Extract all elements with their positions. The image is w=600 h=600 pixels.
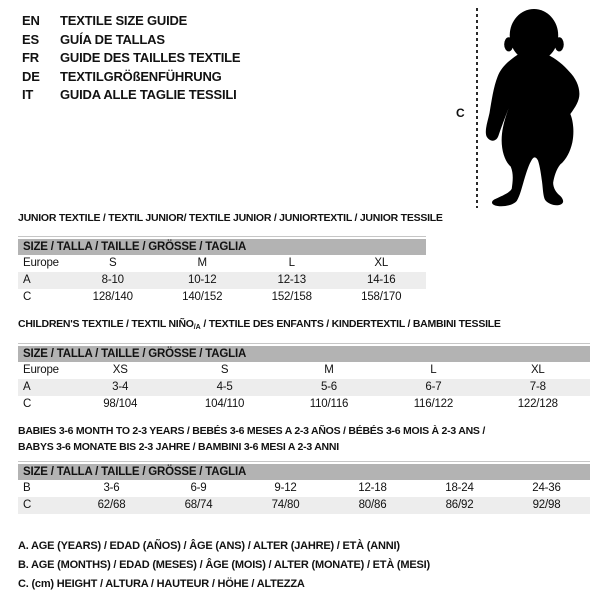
cell: 104/110 <box>204 398 245 410</box>
cell: 10-12 <box>188 274 217 286</box>
cell: 152/158 <box>271 291 312 303</box>
cell: 12-18 <box>358 482 387 494</box>
size-header-bar: SIZE / TALLA / TAILLE / GRÖSSE / TAGLIA <box>18 239 426 255</box>
row-label: B <box>23 482 31 494</box>
language-header <box>22 12 240 105</box>
lang-text: GUÍA DE TALLAS <box>60 31 165 47</box>
cell: 7-8 <box>529 381 546 393</box>
lang-text: GUIDA ALLE TAGLIE TESSILI <box>60 87 237 102</box>
legend-footnotes <box>18 537 430 594</box>
cell: 122/128 <box>517 398 558 410</box>
junior-table-title: JUNIOR TEXTILE / TEXTIL JUNIOR/ TEXTILE JUNIOR / JUNIORTEXTIL / JUNIOR TESSILE <box>18 212 443 224</box>
cell: 62/68 <box>97 499 126 511</box>
lang-text: GUIDE DES TAILLES TEXTILE <box>60 50 241 65</box>
cell: 86/92 <box>445 499 474 511</box>
cell: 128/140 <box>92 291 133 303</box>
cell: L <box>288 257 295 269</box>
footnote-c: C. (cm) HEIGHT / ALTURA / HAUTEUR / HÖHE / ALTEZZA <box>18 578 305 590</box>
junior-size-table <box>18 236 426 306</box>
cell: 14-16 <box>367 274 396 286</box>
cell: 3-4 <box>112 381 129 393</box>
size-header-bar: SIZE / TALLA / TAILLE / GRÖSSE / TAGLIA <box>18 346 590 362</box>
babies-table-title-line2: BABYS 3-6 MONATE BIS 2-3 JAHRE / BAMBINI 3-6 MESI A 2-3 ANNI <box>18 441 339 453</box>
lang-code: FR <box>22 50 39 65</box>
lang-row-de <box>22 68 240 87</box>
row-label: Europe <box>23 364 59 376</box>
title-subscript: /A <box>193 324 201 331</box>
children-size-table <box>18 343 590 413</box>
footnote-a: A. AGE (YEARS) / EDAD (AÑOS) / ÂGE (ANS) / ALTER (JAHRE) / ETÀ (ANNI) <box>18 540 400 552</box>
lang-row-it <box>22 86 240 105</box>
row-label: C <box>23 291 32 303</box>
footnote-b: B. AGE (MONTHS) / EDAD (MESES) / ÂGE (MOIS) / ALTER (MONATE) / ETÀ (MESI) <box>18 559 430 571</box>
lang-code: ES <box>22 31 39 47</box>
row-label: A <box>23 274 31 286</box>
lang-row-fr <box>22 49 240 68</box>
lang-row-en <box>22 12 240 31</box>
cell: XL <box>530 364 545 376</box>
table-top-rule <box>18 343 590 344</box>
table-row <box>18 289 426 306</box>
lang-code: EN <box>22 13 40 28</box>
cell: 3-6 <box>103 482 120 494</box>
title-part: CHILDREN'S TEXTILE / TEXTIL NIÑO <box>18 318 194 330</box>
cell: L <box>430 364 437 376</box>
cell: 24-36 <box>532 482 561 494</box>
cell: 6-7 <box>425 381 442 393</box>
lang-text: TEXTILE SIZE GUIDE <box>60 13 188 28</box>
cell: 98/104 <box>103 398 138 410</box>
cell: XL <box>374 257 389 269</box>
cell: 80/86 <box>358 499 387 511</box>
dotted-measure-line <box>476 8 478 208</box>
row-label: Europe <box>23 257 59 269</box>
table-top-rule <box>18 236 426 237</box>
cell: 18-24 <box>445 482 474 494</box>
cell: 6-9 <box>190 482 207 494</box>
cell: 8-10 <box>101 274 124 286</box>
cell: 140/152 <box>182 291 223 303</box>
lang-code: DE <box>22 68 40 84</box>
row-label: A <box>23 381 31 393</box>
size-header-bar: SIZE / TALLA / TAILLE / GRÖSSE / TAGLIA <box>18 464 590 480</box>
table-row <box>18 362 590 379</box>
title-part: / TEXTILE DES ENFANTS / KINDERTEXTIL / BAMBINI TESSILE <box>200 318 501 330</box>
cell: 110/116 <box>309 398 349 410</box>
cell: 4-5 <box>216 381 233 393</box>
table-row <box>18 396 590 413</box>
cell: M <box>324 364 334 376</box>
cell: 92/98 <box>532 499 561 511</box>
table-row <box>18 497 590 514</box>
cell: M <box>197 257 207 269</box>
height-measure-figure <box>450 4 600 214</box>
cell: 9-12 <box>274 482 297 494</box>
children-table-title <box>18 317 501 333</box>
cell: 68/74 <box>184 499 213 511</box>
cell: S <box>220 364 229 376</box>
table-row <box>18 255 426 272</box>
cell: 74/80 <box>271 499 300 511</box>
cell: 116/122 <box>413 398 454 410</box>
table-row <box>18 480 590 497</box>
babies-table-title-line1: BABIES 3-6 MONTH TO 2-3 YEARS / BEBÉS 3-6 MESES A 2-3 AÑOS / BÉBÉS 3-6 MOIS À 2-3 ANS / <box>18 425 486 437</box>
row-label: C <box>23 499 32 511</box>
cell: S <box>109 257 117 269</box>
lang-text: TEXTILGRÖßENFÜHRUNG <box>60 68 222 84</box>
measure-label-c: C <box>456 106 465 120</box>
table-row <box>18 272 426 289</box>
row-label: C <box>23 398 32 410</box>
lang-code: IT <box>22 87 34 102</box>
cell: 5-6 <box>320 381 337 393</box>
cell: XS <box>112 364 128 376</box>
cell: 158/170 <box>361 291 402 303</box>
table-row <box>18 379 590 396</box>
toddler-silhouette-icon <box>482 8 594 210</box>
cell: 12-13 <box>277 274 306 286</box>
table-top-rule <box>18 461 590 462</box>
babies-size-table <box>18 461 590 514</box>
lang-row-es <box>22 31 240 50</box>
